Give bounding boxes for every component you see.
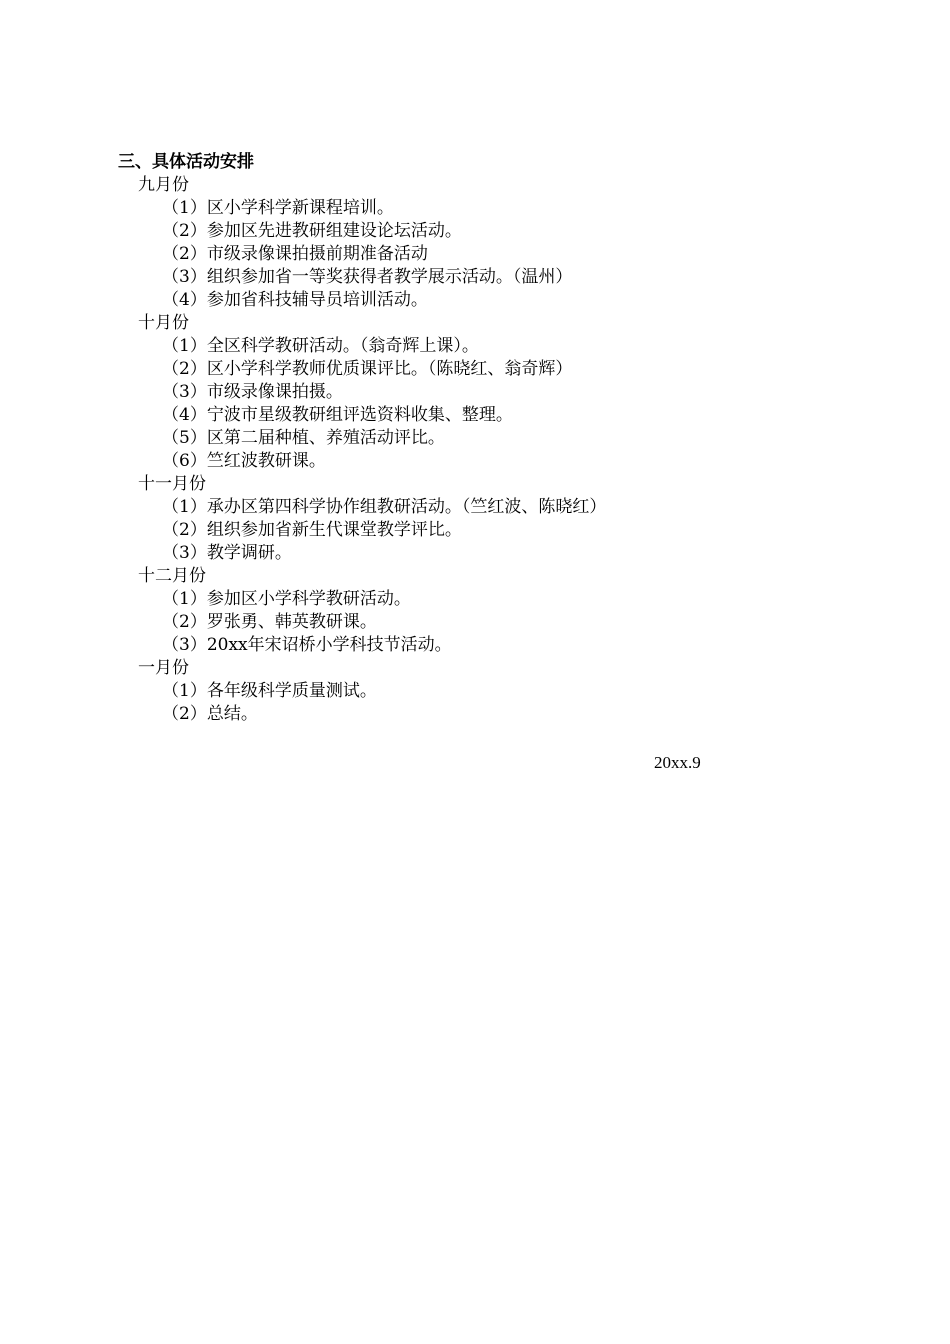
activity-schedule bbox=[0, 174, 950, 726]
schedule-item: （3）教学调研。 bbox=[162, 543, 292, 563]
schedule-item: （1）承办区第四科学协作组教研活动。（竺红波、陈晓红） bbox=[162, 497, 607, 517]
schedule-item: （2）组织参加省新生代课堂教学评比。 bbox=[162, 520, 462, 540]
month-heading-november: 十一月份 bbox=[138, 474, 206, 494]
schedule-item: （2）市级录像课拍摄前期准备活动 bbox=[162, 244, 428, 264]
schedule-item: （2）罗张勇、韩英教研课。 bbox=[162, 612, 377, 632]
schedule-item: （1）全区科学教研活动。（翁奇辉上课）。 bbox=[162, 336, 479, 356]
schedule-item: （2）总结。 bbox=[162, 704, 258, 724]
month-heading-december: 十二月份 bbox=[138, 566, 206, 586]
schedule-item: （3）组织参加省一等奖获得者教学展示活动。（温州） bbox=[162, 267, 573, 287]
schedule-item: （4）参加省科技辅导员培训活动。 bbox=[162, 290, 428, 310]
schedule-item: （6）竺红波教研课。 bbox=[162, 451, 326, 471]
document-date: 20xx.9 bbox=[654, 753, 701, 772]
schedule-item: （3）20xx年宋诏桥小学科技节活动。 bbox=[162, 635, 452, 655]
month-heading-january: 一月份 bbox=[138, 658, 189, 678]
schedule-item: （1）区小学科学新课程培训。 bbox=[162, 198, 394, 218]
schedule-item: （1）各年级科学质量测试。 bbox=[162, 681, 377, 701]
month-heading-september: 九月份 bbox=[138, 175, 189, 195]
schedule-item: （2）参加区先进教研组建设论坛活动。 bbox=[162, 221, 462, 241]
schedule-item: （3）市级录像课拍摄。 bbox=[162, 382, 343, 402]
schedule-item: （4）宁波市星级教研组评选资料收集、整理。 bbox=[162, 405, 513, 425]
section-title: 三、具体活动安排 bbox=[118, 152, 254, 172]
schedule-item: （2）区小学科学教师优质课评比。（陈晓红、翁奇辉） bbox=[162, 359, 573, 379]
schedule-item: （5）区第二届种植、养殖活动评比。 bbox=[162, 428, 445, 448]
month-heading-october: 十月份 bbox=[138, 313, 189, 333]
schedule-item: （1）参加区小学科学教研活动。 bbox=[162, 589, 411, 609]
